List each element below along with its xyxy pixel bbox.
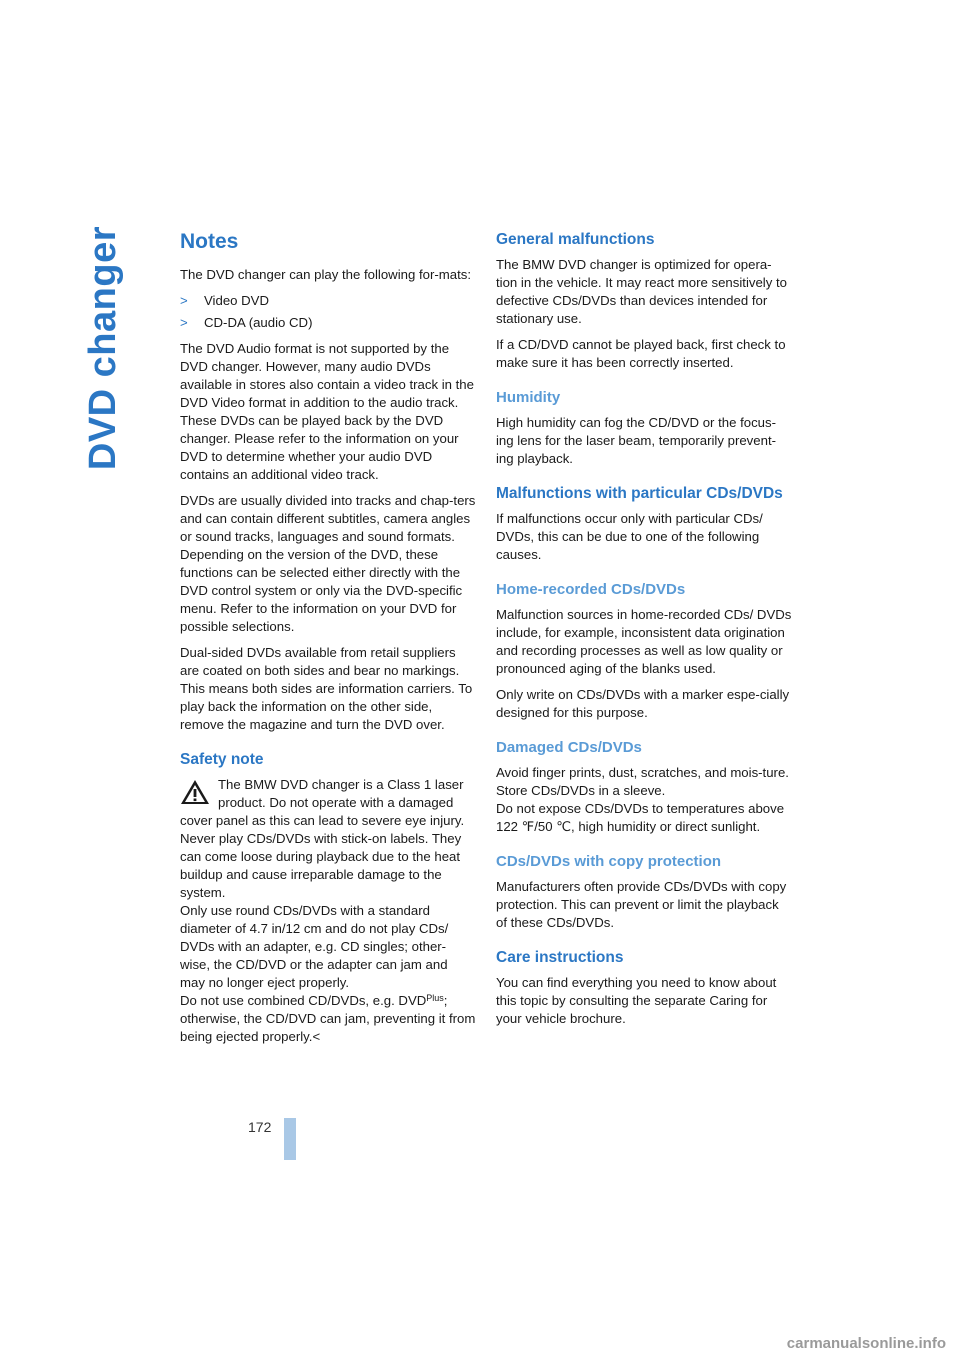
body-paragraph: You can find everything you need to know about this topic by consulting the separate Caring for your vehicle brochure. [496,975,777,1026]
notes-paragraph: The DVD Audio format is not supported by the DVD changer. However, many audio DVDs available in stores also contain a video track in the DVD Video format in addition to the audio track. These DVDs can be played back by the DVD changer. Please refer to the information on your DVD to determine whether your audio DVD contains an additional video track. [180,341,474,482]
safety-paragraph [180,992,476,1046]
home-recorded-heading: Home-recorded CDs/DVDs [496,581,686,598]
bullet-mark: > [180,293,188,308]
safety-line: cover panel as this can lead to severe eye injury. [180,813,465,828]
particular-malfunctions-heading: Malfunctions with particular CDs/DVDs [496,485,783,502]
left-column [180,228,476,1046]
general-malfunctions-heading: General malfunctions [496,231,655,248]
list-item [180,292,476,310]
damaged-line: Store CDs/DVDs in a sleeve. [496,783,666,798]
list-item-text: CD-DA (audio CD) [204,315,313,330]
chapter-side-title: DVD changer [82,226,124,471]
copy-protection-heading: CDs/DVDs with copy protection [496,853,722,870]
care-instructions-heading: Care instructions [496,949,624,966]
damaged-heading: Damaged CDs/DVDs [496,739,642,756]
list-item [180,314,476,332]
damaged-line: Avoid finger prints, dust, scratches, and mois-ture. [496,765,789,780]
warning-triangle-icon [180,778,210,806]
humidity-heading: Humidity [496,389,561,406]
safety-line: product. Do not operate with a damaged [218,795,454,810]
safety-text: Do not use combined CD/DVDs, e.g. DVD [180,993,427,1008]
safety-paragraph: Only use round CDs/DVDs with a standard diameter of 4.7 in/12 cm and do not play CDs/ DVDs with an adapter, e.g. CD singles; other-wise, the CD/DVD or the adapter can jam and may no longer eject properly. [180,903,449,990]
safety-note [180,776,476,1046]
end-mark: < [312,1029,321,1044]
superscript-plus: Plus [426,993,444,1003]
body-paragraph: If malfunctions occur only with particular CDs/ DVDs, this can be due to one of the following causes. [496,511,763,562]
page-number: 172 [248,1119,272,1135]
safety-heading: Safety note [180,751,264,768]
body-paragraph [496,764,792,836]
body-paragraph: The BMW DVD changer is optimized for opera-tion in the vehicle. It may react more sensitively to defective CDs/DVDs than devices intended for stationary use. [496,257,787,326]
body-paragraph: Malfunction sources in home-recorded CDs/ DVDs include, for example, inconsistent data origination and recording processes as well as low quality or pronounced aging of the blanks used. [496,607,792,676]
body-paragraph: Only write on CDs/DVDs with a marker espe-cially designed for this purpose. [496,687,790,720]
safety-paragraph: Never play CDs/DVDs with stick-on labels. They can come loose during playback due to the heat buildup and cause irreparable damage to the system. [180,831,462,900]
damaged-line: Do not expose CDs/DVDs to temperatures above 122 ℉/50 ℃, high humidity or direct sunlight. [496,801,785,834]
watermark: carmanualsonline.info [786,1335,946,1352]
page-marker-bar [284,1118,296,1160]
right-column [496,230,792,1036]
bullet-mark: > [180,315,188,330]
body-paragraph: Manufacturers often provide CDs/DVDs with copy protection. This can prevent or limit the playback of these CDs/DVDs. [496,879,787,930]
body-paragraph: High humidity can fog the CD/DVD or the focus-ing lens for the laser beam, temporarily prevent-ing playback. [496,415,776,466]
notes-heading: Notes [180,230,239,253]
notes-intro: The DVD changer can play the following for-mats: [180,267,471,282]
safety-text: ; otherwise, the CD/DVD can jam, preventing it from being ejected properly. [180,993,476,1044]
list-item-text: Video DVD [204,293,269,308]
notes-paragraph: DVDs are usually divided into tracks and chap-ters and can contain different subtitles, camera angles or sound tracks, languages and sound formats. Depending on the version of the DVD, these functions can be selected either directly with the DVD control system or only via the DVD-specific menu. Refer to the information on your DVD for possible selections. [180,493,476,634]
safety-line: The BMW DVD changer is a Class 1 laser [218,777,464,792]
notes-paragraph: Dual-sided DVDs available from retail suppliers are coated on both sides and bear no markings. This means both sides are information carriers. To play back the information on the other side, remove the magazine and turn the DVD over. [180,645,473,732]
body-paragraph: If a CD/DVD cannot be played back, first check to make sure it has been correctly inserted. [496,337,786,370]
